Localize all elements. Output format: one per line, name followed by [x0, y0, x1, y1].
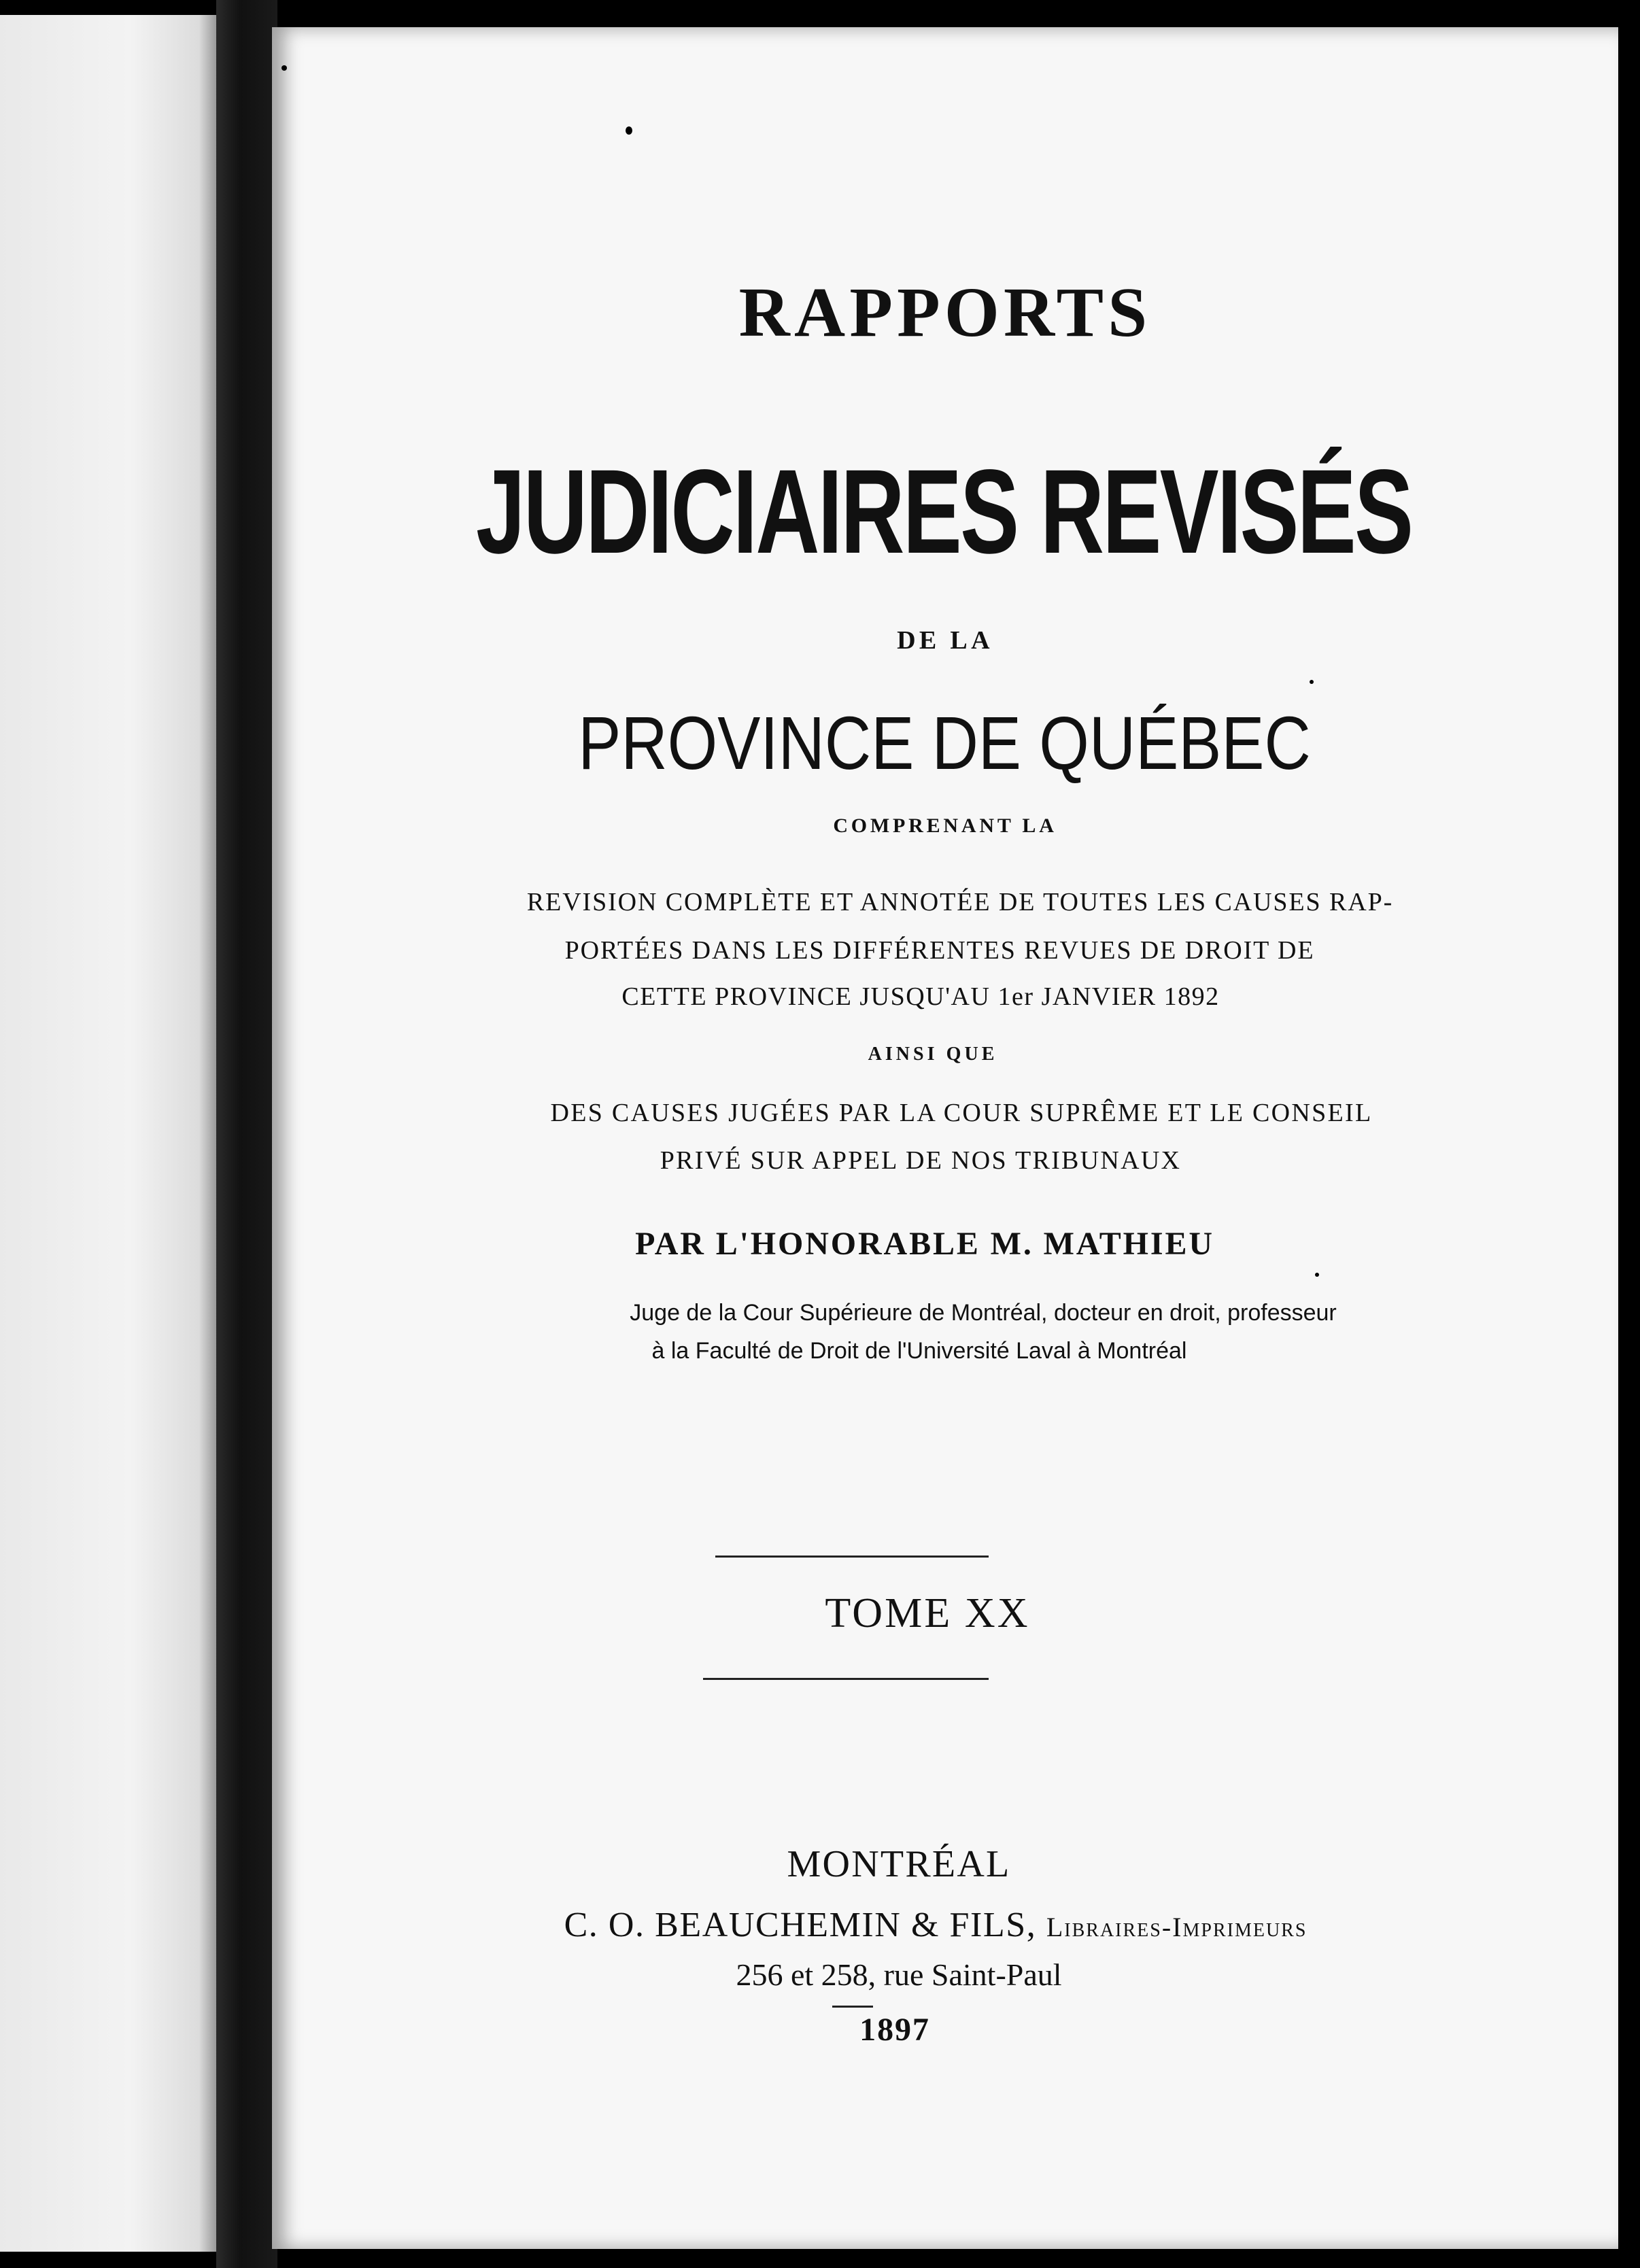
- title-line-rapports: RAPPORTS: [738, 273, 1152, 351]
- scan-speck: [1315, 1273, 1319, 1277]
- divider-rule: [715, 1556, 989, 1558]
- volume-label: TOME XX: [825, 1590, 1030, 1636]
- revision-line: CETTE PROVINCE JUSQU'AU 1er JANVIER 1892: [621, 982, 1220, 1011]
- causes-line: PRIVÉ SUR APPEL DE NOS TRIBUNAUX: [660, 1146, 1182, 1175]
- publisher-name: C. O. BEAUCHEMIN & FILS,: [564, 1906, 1037, 1944]
- revision-line: PORTÉES DANS LES DIFFÉRENTES REVUES DE DROIT DE: [564, 936, 1315, 965]
- divider-rule: [703, 1678, 989, 1680]
- scan-speck: [626, 126, 632, 135]
- title-line-judiciaires: JUDICIAIRES REVISÉS: [476, 445, 1412, 579]
- left-facing-page: [0, 15, 216, 2252]
- imprint-address: 256 et 258, rue Saint-Paul: [736, 1957, 1062, 1992]
- title-line-province: PROVINCE DE QUÉBEC: [578, 702, 1311, 785]
- publisher-role: Libraires-Imprimeurs: [1046, 1912, 1308, 1942]
- comprenant-line: COMPRENANT LA: [833, 814, 1057, 837]
- author-line: PAR L'HONORABLE M. MATHIEU: [635, 1226, 1214, 1262]
- ainsi-que-line: AINSI QUE: [868, 1044, 998, 1065]
- imprint-year: 1897: [859, 2012, 930, 2048]
- imprint-publisher: [262, 1905, 1609, 1945]
- title-line-de-la: DE LA: [897, 626, 993, 655]
- scan-speck: [281, 65, 287, 71]
- scan-speck: [1310, 680, 1314, 684]
- title-page: [272, 27, 1618, 2249]
- imprint-city: MONTRÉAL: [787, 1843, 1011, 1885]
- author-description-line: Juge de la Cour Supérieure de Montréal, docteur en droit, professeur: [630, 1300, 1337, 1326]
- year-dash: [832, 2006, 873, 2008]
- revision-line: REVISION COMPLÈTE ET ANNOTÉE DE TOUTES LES CAUSES RAP-: [526, 888, 1394, 916]
- causes-line: DES CAUSES JUGÉES PAR LA COUR SUPRÊME ET LE CONSEIL: [550, 1099, 1373, 1127]
- author-description-line: à la Faculté de Droit de l'Université Laval à Montréal: [651, 1338, 1187, 1364]
